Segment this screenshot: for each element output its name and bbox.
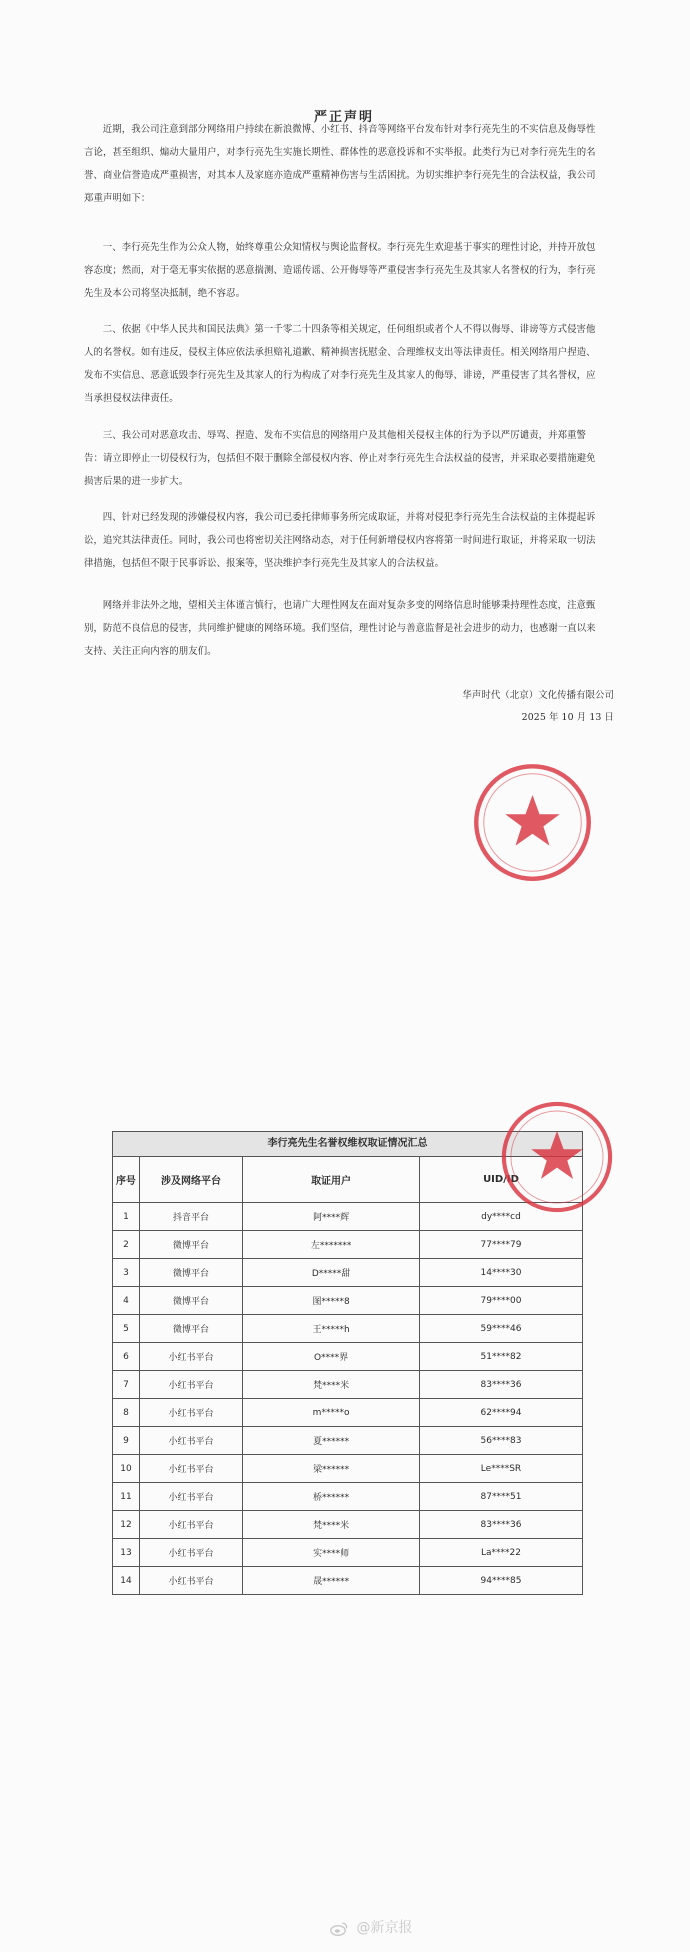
row-user: m*****o <box>243 1399 420 1427</box>
source-watermark <box>330 1917 412 1937</box>
row-user: 梵****米 <box>243 1511 420 1539</box>
statement-paragraph-3: 三、我公司对恶意攻击、辱骂、捏造、发布不实信息的网络用户及其他相关侵权主体的行为予以严厉谴责，并郑重警告：请立即停止一切侵权行为，包括但不限于删除全部侵权内容、停止对李行亮先生合法权益的侵害，并采取必要措施避免损害后果的进一步扩大。 <box>84 430 596 487</box>
header-seq: 序号 <box>113 1157 140 1203</box>
row-seq: 9 <box>113 1427 140 1455</box>
row-platform: 小红书平台 <box>139 1399 242 1427</box>
company-seal-icon <box>498 1098 616 1216</box>
row-platform: 小红书平台 <box>139 1539 242 1567</box>
row-platform: 微博平台 <box>139 1315 242 1343</box>
row-platform: 小红书平台 <box>139 1567 242 1595</box>
statement-paragraph-intro: 近期，我公司注意到部分网络用户持续在新浪微博、小红书、抖音等网络平台发布针对李行亮先生的不实信息及侮辱性言论，甚至组织、煽动大量用户，对李行亮先生实施长期性、群体性的恶意投诉和不实举报。此类行为已对李行亮先生的名誉、商业信誉造成严重损害，对其本人及家庭亦造成严重精神伤害与生活困扰。为切实维护李行亮先生的合法权益，我公司郑重声明如下： <box>84 124 596 204</box>
row-uid: 62****94 <box>419 1399 582 1427</box>
table-row <box>113 1483 583 1511</box>
row-user: 王*****h <box>243 1315 420 1343</box>
row-platform: 抖音平台 <box>139 1203 242 1231</box>
row-seq: 13 <box>113 1539 140 1567</box>
table-row <box>113 1567 583 1595</box>
row-user: 梁****** <box>243 1455 420 1483</box>
row-platform: 小红书平台 <box>139 1483 242 1511</box>
row-uid: Le****SR <box>419 1455 582 1483</box>
row-user: 实****师 <box>243 1539 420 1567</box>
row-seq: 14 <box>113 1567 140 1595</box>
company-signature: 华声时代（北京）文化传播有限公司 <box>462 690 614 701</box>
header-user: 取证用户 <box>243 1157 420 1203</box>
statement-paragraph-1: 一、李行亮先生作为公众人物，始终尊重公众知情权与舆论监督权。李行亮先生欢迎基于事实的理性讨论，并持开放包容态度；然而，对于毫无事实依据的恶意揣测、造谣传谣、公开侮辱等严重侵害李行亮先生及其家人名誉权的行为，李行亮先生及本公司将坚决抵制，绝不容忍。 <box>84 242 596 299</box>
row-user: 图*****8 <box>243 1287 420 1315</box>
row-user: 阿****辉 <box>243 1203 420 1231</box>
row-uid: dy****cd <box>419 1203 582 1231</box>
row-user: O****界 <box>243 1343 420 1371</box>
header-platform: 涉及网络平台 <box>139 1157 242 1203</box>
row-platform: 小红书平台 <box>139 1455 242 1483</box>
row-uid: 59****46 <box>419 1315 582 1343</box>
row-seq: 6 <box>113 1343 140 1371</box>
row-seq: 5 <box>113 1315 140 1343</box>
statement-date: 2025 年 10 月 13 日 <box>521 712 614 723</box>
table-title: 李行亮先生名誉权维权取证情况汇总 <box>112 1131 583 1156</box>
row-user: 夏****** <box>243 1427 420 1455</box>
table-row <box>113 1399 583 1427</box>
row-seq: 2 <box>113 1231 140 1259</box>
row-seq: 11 <box>113 1483 140 1511</box>
row-user: 桥****** <box>243 1483 420 1511</box>
row-seq: 3 <box>113 1259 140 1287</box>
row-platform: 小红书平台 <box>139 1511 242 1539</box>
table-row <box>113 1427 583 1455</box>
table-row <box>113 1231 583 1259</box>
row-uid: 83****36 <box>419 1511 582 1539</box>
row-uid: 79****00 <box>419 1287 582 1315</box>
row-platform: 小红书平台 <box>139 1427 242 1455</box>
row-platform: 微博平台 <box>139 1231 242 1259</box>
table-row <box>113 1455 583 1483</box>
watermark-text: @新京报 <box>356 1920 413 1936</box>
row-user: 梵****米 <box>243 1371 420 1399</box>
table-row <box>113 1511 583 1539</box>
row-uid: 56****83 <box>419 1427 582 1455</box>
row-user: 晟****** <box>243 1567 420 1595</box>
table-row <box>113 1259 583 1287</box>
row-seq: 4 <box>113 1287 140 1315</box>
row-uid: 87****51 <box>419 1483 582 1511</box>
weibo-logo-icon <box>330 1921 348 1936</box>
table-row <box>113 1539 583 1567</box>
row-uid: 77****79 <box>419 1231 582 1259</box>
table-row <box>113 1371 583 1399</box>
row-seq: 8 <box>113 1399 140 1427</box>
row-user: 左******* <box>243 1231 420 1259</box>
statement-paragraph-2: 二、依据《中华人民共和国民法典》第一千零二十四条等相关规定，任何组织或者个人不得以侮辱、诽谤等方式侵害他人的名誉权。如有违反，侵权主体应依法承担赔礼道歉、精神损害抚慰金、合理维权支出等法律责任。相关网络用户捏造、发布不实信息、恶意诋毁李行亮先生及其家人的行为构成了对李行亮先生及其家人的侮辱、诽谤，严重侵害了其名誉权，应当承担侵权法律责任。 <box>84 324 596 404</box>
statement-paragraph-4: 四、针对已经发现的涉嫌侵权内容，我公司已委托律师事务所完成取证，并将对侵犯李行亮先生合法权益的主体提起诉讼，追究其法律责任。同时，我公司也将密切关注网络动态，对于任何新增侵权内容将第一时间进行取证，并将采取一切法律措施，包括但不限于民事诉讼、报案等，坚决维护李行亮先生及其家人的合法权益。 <box>84 512 596 569</box>
company-seal-icon <box>470 760 595 885</box>
row-platform: 微博平台 <box>139 1259 242 1287</box>
row-uid: 83****36 <box>419 1371 582 1399</box>
row-seq: 1 <box>113 1203 140 1231</box>
row-seq: 7 <box>113 1371 140 1399</box>
row-platform: 小红书平台 <box>139 1343 242 1371</box>
row-uid: La****22 <box>419 1539 582 1567</box>
table-row <box>113 1343 583 1371</box>
row-user: D*****甜 <box>243 1259 420 1287</box>
statement-title: 严正声明 <box>313 110 374 125</box>
statement-paragraph-5: 网络并非法外之地，望相关主体谨言慎行，也请广大理性网友在面对复杂多变的网络信息时能够秉持理性态度，注意甄别，防范不良信息的侵害，共同维护健康的网络环境。我们坚信，理性讨论与善意监督是社会进步的动力，也感谢一直以来支持、关注正向内容的朋友们。 <box>84 600 596 657</box>
row-uid: 94****85 <box>419 1567 582 1595</box>
row-uid: 14****30 <box>419 1259 582 1287</box>
row-platform: 微博平台 <box>139 1287 242 1315</box>
row-uid: 51****82 <box>419 1343 582 1371</box>
table-row <box>113 1287 583 1315</box>
row-seq: 12 <box>113 1511 140 1539</box>
table-row <box>113 1315 583 1343</box>
header-uid: UID/ID <box>419 1157 582 1203</box>
row-seq: 10 <box>113 1455 140 1483</box>
row-platform: 小红书平台 <box>139 1371 242 1399</box>
